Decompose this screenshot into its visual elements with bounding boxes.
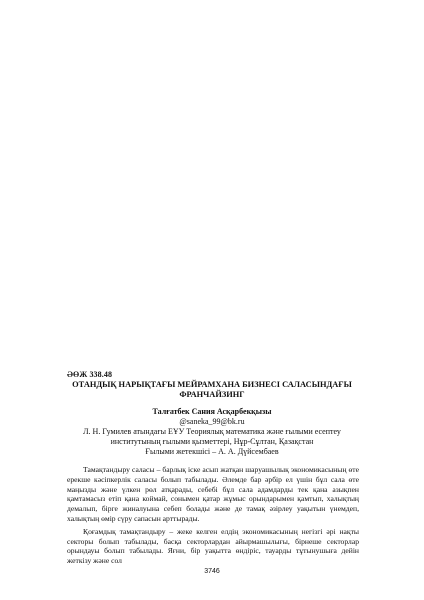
paragraph: Қоғамдық тамақтандыру – жеке келген елдің экономикасының негізгі әрі нақты секторы болып табылады, басқа секторлардан айырмашылығы, бірнеше секторлар орындауы болып табылады. Яғни, бір уақытта өндіріс, тауарды тұтынушыға дейін жеткізу және сол bbox=[67, 526, 359, 566]
author-block bbox=[60, 407, 364, 457]
author-email: @saneka_99@bk.ru bbox=[179, 417, 245, 426]
page-number: 3746 bbox=[204, 568, 220, 575]
author-name: Талғатбек Сания Асқарбекқызы bbox=[152, 407, 272, 416]
paragraph: Тамақтандыру саласы – барлық іске асып жатқан шаруашылық экономикасының өте ерекше кәсіпкерлік саласы болып табылады. Әлемде бар әрбір ел үшін бұл сала өте маңызды және үлкен рөл атқарады, себебі бұл сала адамдарды тек қана азықпен қамтамасыз етіп қана коймай, сонымен қатар жұмыс орындарымен қамтып, халықтың демалып, бірге жиналуына себеп болады және де тамақ әзірлеу уақытын үнемдеп, халықтың өмір сүру сапасын арттырады. bbox=[67, 465, 359, 523]
affiliation-line-1: Л. Н. Гумилев атындағы ЕҰУ Теориялық математика және ғылыми есептеу bbox=[83, 427, 341, 436]
title-line-1: ОТАНДЫҚ НАРЫҚТАҒЫ МЕЙРАМХАНА БИЗНЕСІ САЛАСЫНДАҒЫ bbox=[72, 380, 352, 389]
article-title bbox=[60, 380, 364, 400]
affiliation-line-2: институтының ғылыми қызметтері, Нұр-Сұлтан, Қазақстан bbox=[110, 437, 314, 446]
udc-code: ӘӨЖ 338.48 bbox=[67, 370, 113, 379]
article-body bbox=[67, 465, 359, 569]
title-line-2: ФРАНЧАЙЗИНГ bbox=[179, 390, 245, 399]
supervisor: Ғылыми жетекшісі – А. А. Дүйсембаев bbox=[145, 447, 279, 456]
